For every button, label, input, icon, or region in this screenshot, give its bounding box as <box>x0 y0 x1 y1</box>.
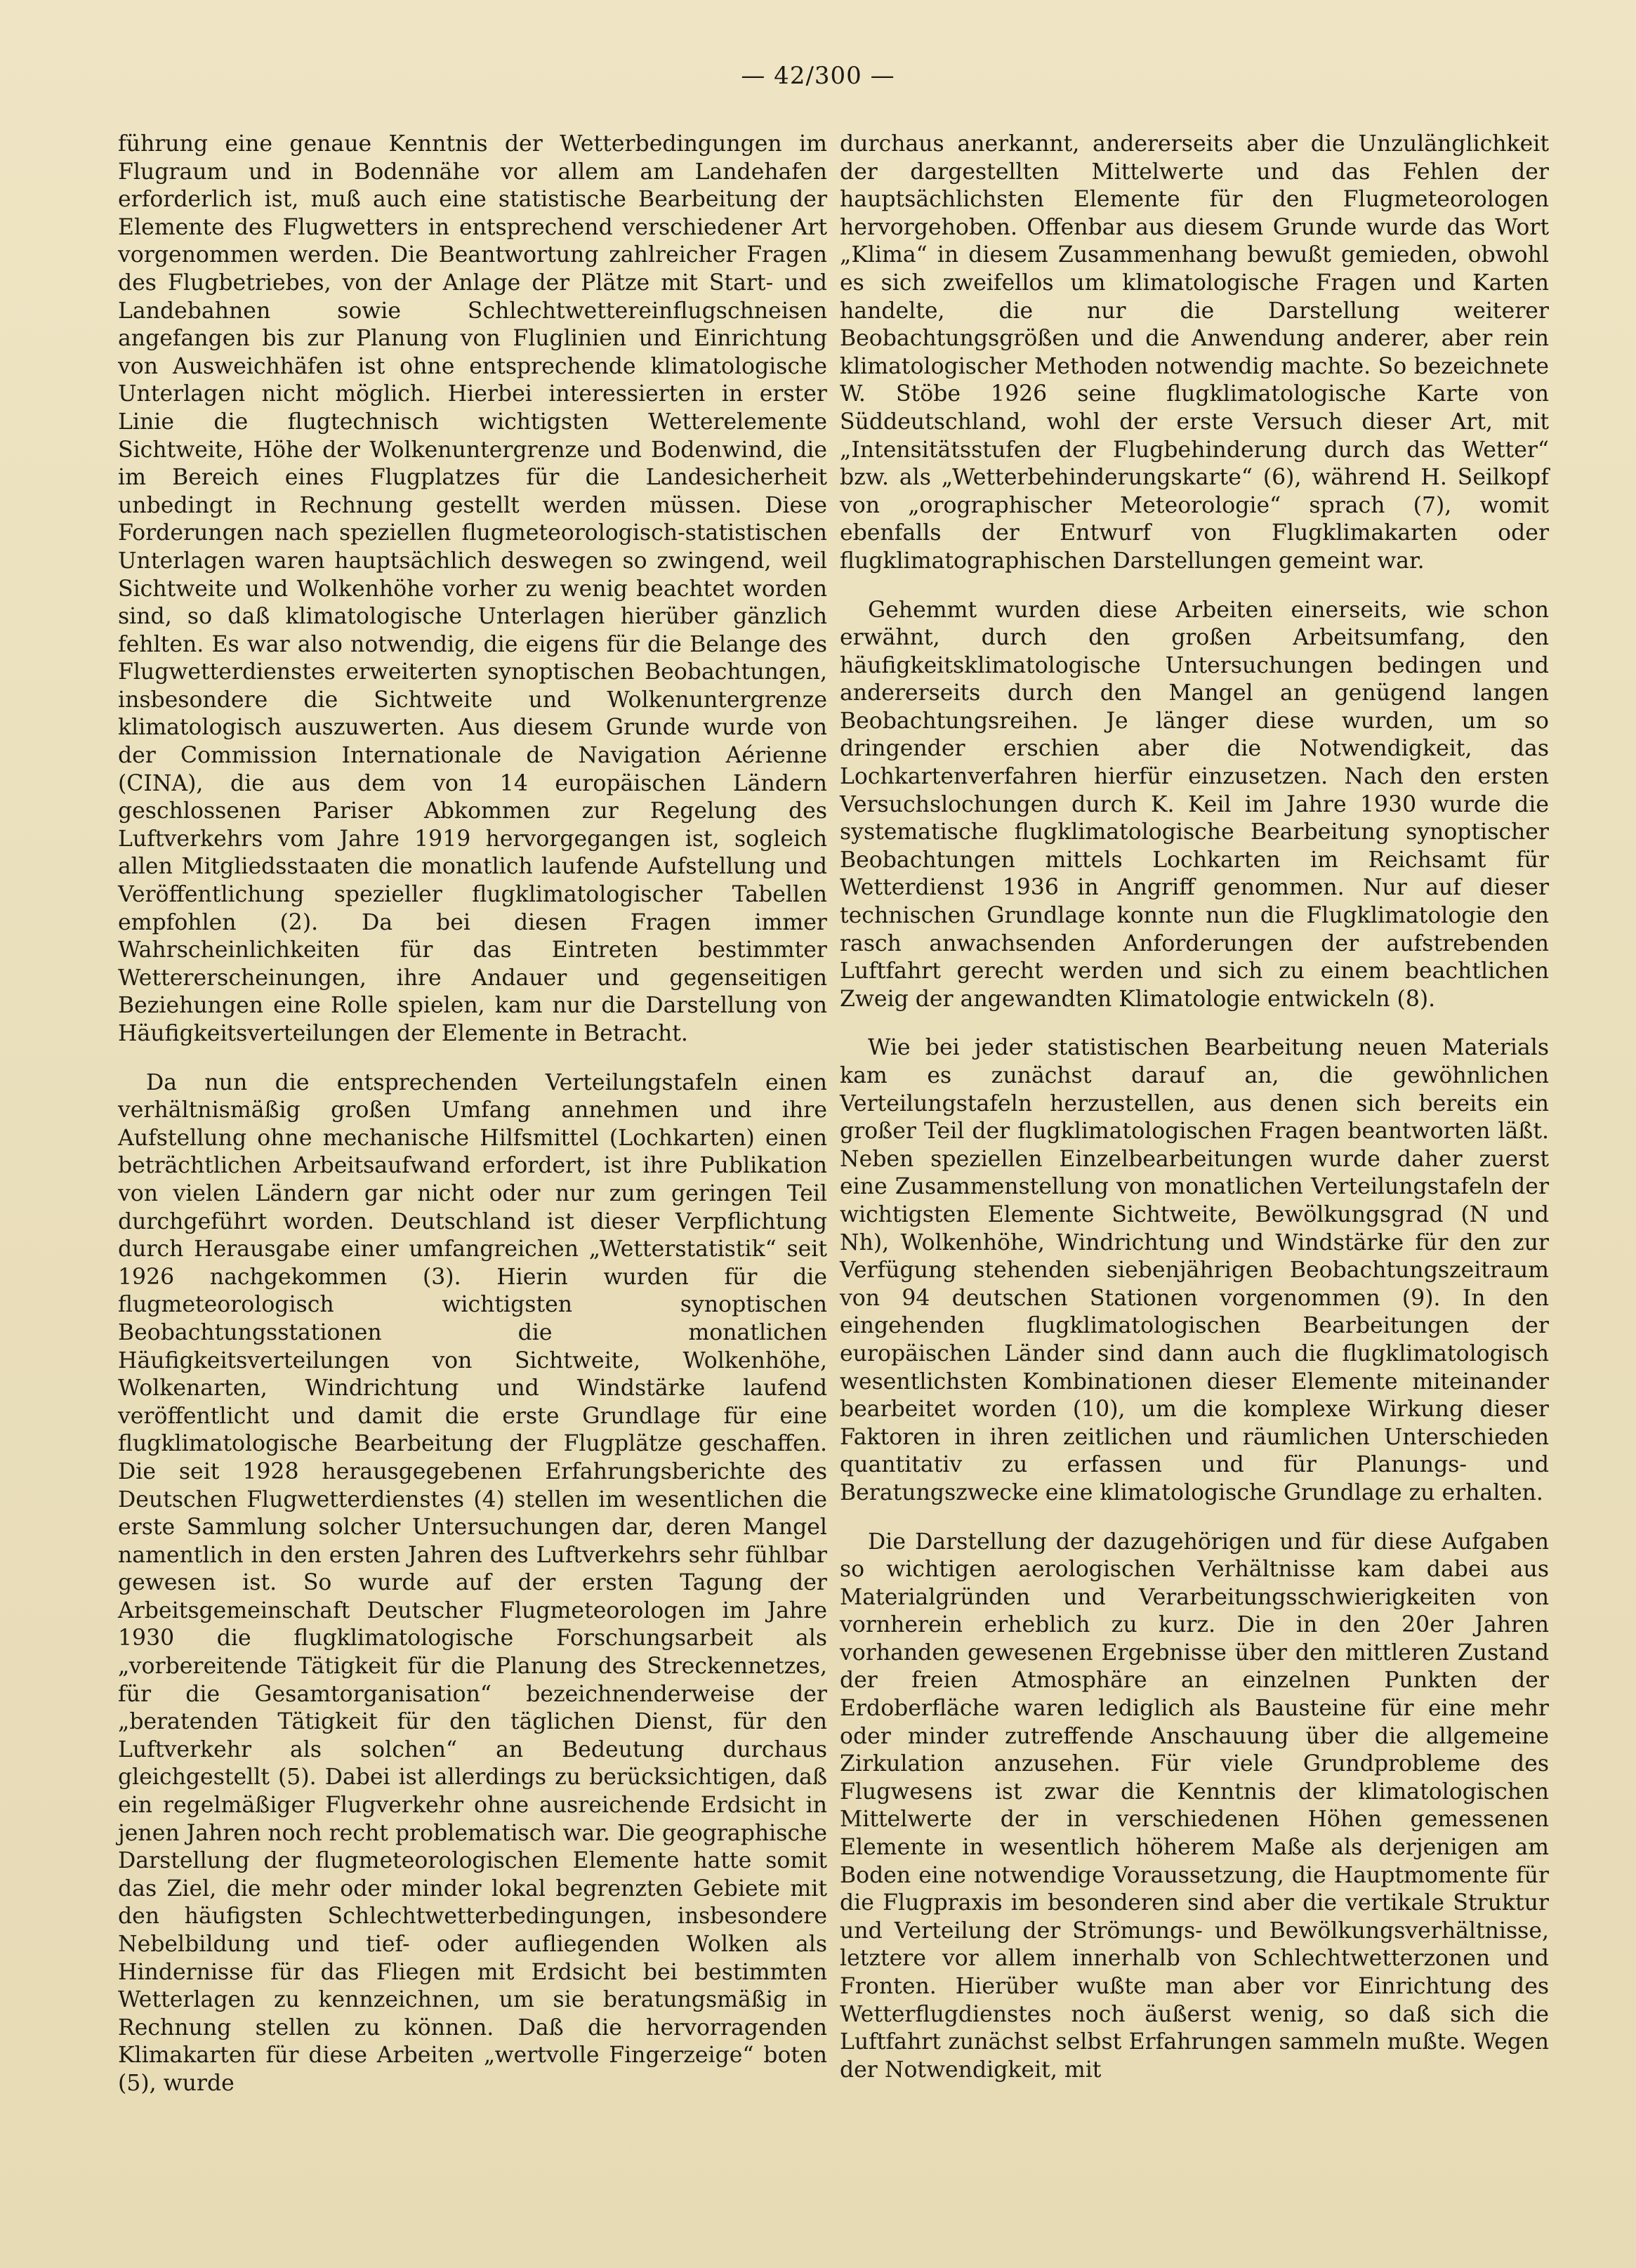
left-column <box>118 131 827 2098</box>
paragraph: Da nun die entsprechenden Verteilungstafeln einen verhältnismäßig großen Umfang annehmen und ihre Aufstellung ohne mechanische Hilfsmittel (Lochkarten) einen beträchtlichen Arbeitsaufwand erfordert, ist ihre Publikation von vielen Ländern gar nicht oder nur zum geringen Teil durchgeführt worden. Deutschland ist dieser Verpflichtung durch Herausgabe einer umfangreichen „Wetterstatistik“ seit 1926 nachgekommen (3). Hierin wurden für die flugmeteorologisch wichtigsten synoptischen Beobachtungsstationen die monatlichen Häufigkeitsverteilungen von Sichtweite, Wolkenhöhe, Wolkenarten, Windrichtung und Windstärke laufend veröffentlicht und damit die erste Grundlage für eine flugklimatologische Bearbeitung der Flugplätze geschaffen. Die seit 1928 herausgegebenen Erfahrungsberichte des Deutschen Flugwetterdienstes (4) stellen im wesentlichen die erste Sammlung solcher Untersuchungen dar, deren Mangel namentlich in den ersten Jahren des Luftverkehrs sehr fühlbar gewesen ist. So wurde auf der ersten Tagung der Arbeitsgemeinschaft Deutscher Flugmeteorologen im Jahre 1930 die flugklimatologische Forschungsarbeit als „vorbereitende Tätigkeit für die Planung des Streckennetzes, für die Gesamtorganisation“ bezeichnenderweise der „beratenden Tätigkeit für den täglichen Dienst, für den Luftverkehr als solchen“ an Bedeutung durchaus gleichgestellt (5). Dabei ist allerdings zu berücksichtigen, daß ein regelmäßiger Flugverkehr ohne ausreichende Erdsicht in jenen Jahren noch recht problematisch war. Die geographische Darstellung der flugmeteorologischen Elemente hatte somit das Ziel, die mehr oder minder lokal begrenzten Gebiete mit den häufigsten Schlechtwetterbedingungen, insbesondere Nebelbildung und tief- oder aufliegenden Wolken als Hindernisse für das Fliegen mit Erdsicht bei bestimmten Wetterlagen zu kennzeichnen, um sie beratungsmäßig in Rechnung stellen zu können. Daß die hervorragenden Klimakarten für diese Arbeiten „wertvolle Fingerzeige“ boten (5), wurde <box>118 1069 827 2096</box>
page-number: — 42/300 — <box>741 62 895 90</box>
paragraph: Die Darstellung der dazugehörigen und für diese Aufgaben so wichtigen aerologischen Verhältnisse kam dabei aus Materialgründen und Verarbeitungsschwierigkeiten von vornherein erheblich zu kurz. Die in den 20er Jahren vorhanden gewesenen Ergebnisse über den mittleren Zustand der freien Atmosphäre an einzelnen Punkten der Erdoberfläche waren lediglich als Bausteine für eine mehr oder minder zutreffende Anschauung über die allgemeine Zirkulation anzusehen. Für viele Grundprobleme des Flugwesens ist zwar die Kenntnis der klimatologischen Mittelwerte der in verschiedenen Höhen gemessenen Elemente in wesentlich höherem Maße als derjenigen am Boden eine notwendige Voraussetzung, die Hauptmomente für die Flugpraxis im besonderen sind aber die vertikale Struktur und Verteilung der Strömungs- und Bewölkungsverhältnisse, letztere vor allem innerhalb von Schlechtwetterzonen und Fronten. Hierüber wußte man aber vor Einrichtung des Wetterflugdienstes noch äußerst wenig, so daß sich die Luftfahrt zunächst selbst Erfahrungen sammeln mußte. Wegen der Notwendigkeit, mit <box>840 1529 1549 2083</box>
right-column <box>840 131 1549 2084</box>
paragraph: führung eine genaue Kenntnis der Wetterbedingungen im Flugraum und in Bodennähe vor allem am Landehafen erforderlich ist, muß auch eine statistische Bearbeitung der Elemente des Flugwetters in entsprechend verschiedener Art vorgenommen werden. Die Beantwortung zahlreicher Fragen des Flugbetriebes, von der Anlage der Plätze mit Start- und Landebahnen sowie Schlechtwettereinflugschneisen angefangen bis zur Planung von Fluglinien und Einrichtung von Ausweichhäfen ist ohne entsprechende klimatologische Unterlagen nicht möglich. Hierbei interessierten in erster Linie die flugtechnisch wichtigsten Wetterelemente Sichtweite, Höhe der Wolkenuntergrenze und Bodenwind, die im Bereich eines Flugplatzes für die Landesicherheit unbedingt in Rechnung gestellt werden müssen. Diese Forderungen nach speziellen flugmeteorologisch-statistischen Unterlagen waren hauptsächlich deswegen so zwingend, weil Sichtweite und Wolkenhöhe vorher zu wenig beachtet worden sind, so daß klimatologische Unterlagen hierüber gänzlich fehlten. Es war also notwendig, die eigens für die Belange des Flugwetterdienstes erweiterten synoptischen Beobachtungen, insbesondere die Sichtweite und Wolkenuntergrenze klimatologisch auszuwerten. Aus diesem Grunde wurde von der Commission Internationale de Navigation Aérienne (CINA), die aus dem von 14 europäischen Ländern geschlossenen Pariser Abkommen zur Regelung des Luftverkehrs vom Jahre 1919 hervorgegangen ist, sogleich allen Mitgliedsstaaten die monatlich laufende Aufstellung und Veröffentlichung spezieller flugklimatologischer Tabellen empfohlen (2). Da bei diesen Fragen immer Wahrscheinlichkeiten für das Eintreten bestimmter Wettererscheinungen, ihre Andauer und gegenseitigen Beziehungen eine Rolle spielen, kam nur die Darstellung von Häufigkeitsverteilungen der Elemente in Betracht. <box>118 131 827 1046</box>
paragraph: Wie bei jeder statistischen Bearbeitung neuen Materials kam es zunächst darauf an, die gewöhnlichen Verteilungstafeln herzustellen, aus denen sich bereits ein großer Teil der flugklimatologischen Fragen beantworten läßt. Neben speziellen Einzelbearbeitungen wurde daher zuerst eine Zusammenstellung von monatlichen Verteilungstafeln der wichtigsten Elemente Sichtweite, Bewölkungsgrad (N und Nh), Wolkenhöhe, Windrichtung und Windstärke für den zur Verfügung stehenden siebenjährigen Beobachtungszeitraum von 94 deutschen Stationen vorgenommen (9). In den eingehenden flugklimatologischen Bearbeitungen der europäischen Länder sind dann auch die flugklimatologisch wesentlichsten Kombinationen dieser Elemente miteinander bearbeitet worden (10), um die komplexe Wirkung dieser Faktoren in ihren zeitlichen und räumlichen Unterschieden quantitativ zu erfassen und für Planungs- und Beratungszwecke eine klimatologische Grundlage zu erhalten. <box>840 1035 1549 1505</box>
paragraph: durchaus anerkannt, andererseits aber die Unzulänglichkeit der dargestellten Mittelwerte und das Fehlen der hauptsächlichsten Elemente für den Flugmeteorologen hervorgehoben. Offenbar aus diesem Grunde wurde das Wort „Klima“ in diesem Zusammenhang bewußt gemieden, obwohl es sich zweifellos um klimatologische Fragen und Karten handelte, die nur die Darstellung weiterer Beobachtungsgrößen und die Anwendung anderer, aber rein klimatologischer Methoden notwendig machte. So bezeichnete W. Stöbe 1926 seine flugklimatologische Karte von Süddeutschland, wohl der erste Versuch dieser Art, mit „Intensitätsstufen der Flugbehinderung durch das Wetter“ bzw. als „Wetterbehinderungskarte“ (6), während H. Seilkopf von „orographischer Meteorologie“ sprach (7), womit ebenfalls der Entwurf von Flugklimakarten oder flugklimatographischen Darstellungen gemeint war. <box>840 131 1549 574</box>
paragraph: Gehemmt wurden diese Arbeiten einerseits, wie schon erwähnt, durch den großen Arbeitsumfang, den häufigkeitsklimatologische Untersuchungen bedingen und andererseits durch den Mangel an genügend langen Beobachtungsreihen. Je länger diese wurden, um so dringender erschien aber die Notwendigkeit, das Lochkartenverfahren hierfür einzusetzen. Nach den ersten Versuchslochungen durch K. Keil im Jahre 1930 wurde die systematische flugklimatologische Bearbeitung synoptischer Beobachtungen mittels Lochkarten im Reichsamt für Wetterdienst 1936 in Angriff genommen. Nur auf dieser technischen Grundlage konnte nun die Flugklimatologie den rasch anwachsenden Anforderungen der aufstrebenden Luftfahrt gerecht werden und sich zu einem beachtlichen Zweig der angewandten Klimatologie entwickeln (8). <box>840 597 1549 1012</box>
